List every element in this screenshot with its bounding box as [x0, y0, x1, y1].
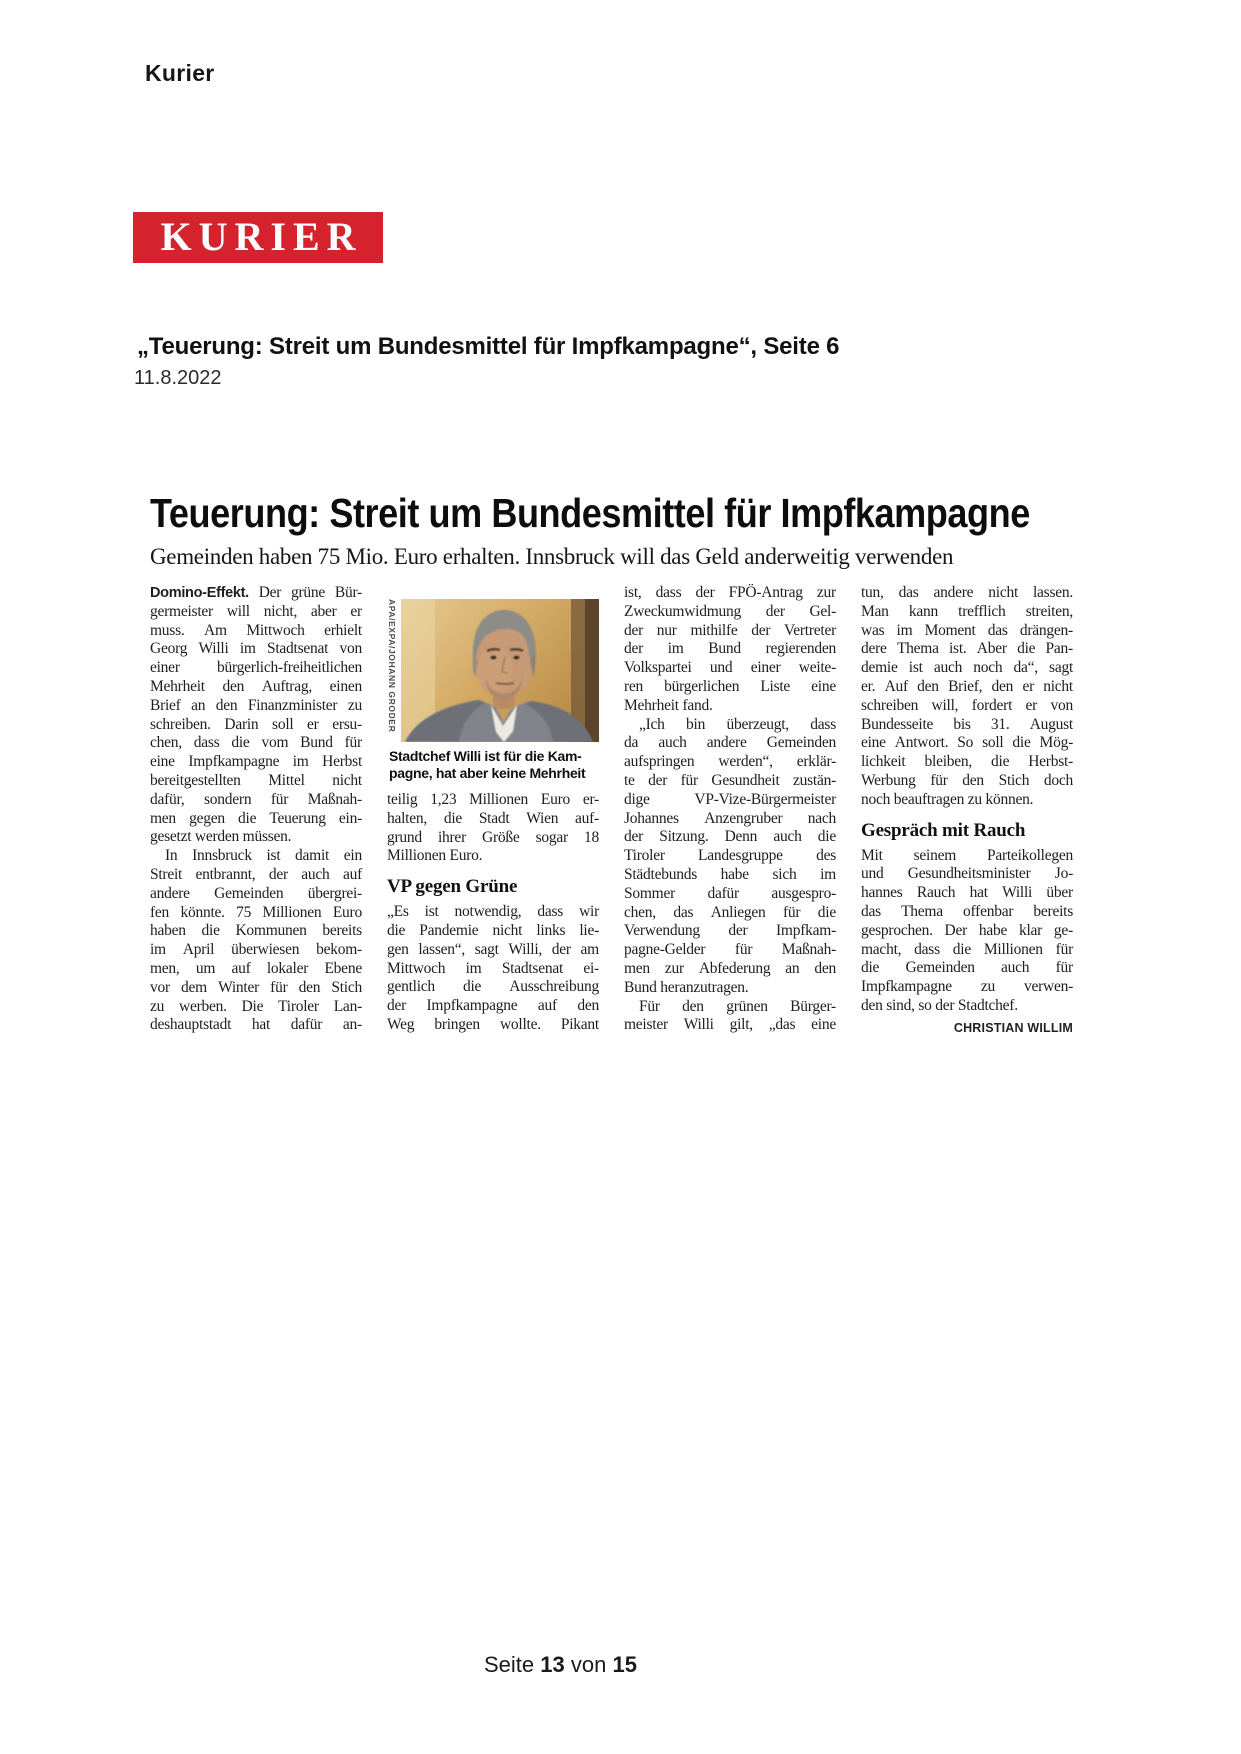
article-text-line: deshauptstadt hat dafür an- [150, 1016, 362, 1034]
paragraph [387, 791, 599, 866]
article-text-line: der Sitzung. Denn auch die [624, 828, 836, 846]
paragraph [150, 584, 362, 847]
article-text-line: men gegen die Teuerung ein- [150, 809, 362, 827]
article-photo [401, 599, 599, 742]
photo-caption-line: Stadtchef Willi ist für die Kam- [389, 748, 582, 764]
column-subheading: Gespräch mit Rauch [861, 819, 1026, 841]
article-text-line: Georg Willi im Stadtsenat von [150, 640, 362, 658]
article-text-line: macht, dass die Millionen für [861, 940, 1073, 958]
article-text-line: Johannes Anzengruber nach [624, 809, 836, 827]
photo-credit: APA/EXPA/JOHANN GRODER [387, 599, 397, 733]
article-text-line: er. Auf den Brief, den er nicht [861, 677, 1073, 695]
footer-total-pages: 15 [612, 1652, 637, 1677]
source-label: Kurier [145, 60, 215, 86]
paragraph [624, 998, 836, 1036]
article-text-line: der Impfkampagne auf den [387, 997, 599, 1015]
article-text-line: Tiroler Landesgruppe des [624, 847, 836, 865]
article-text-line: der im Bund regierenden [624, 640, 836, 658]
article-column-3 [624, 584, 836, 1035]
article-text-line: den sind, so der Stadtchef. [861, 996, 1018, 1014]
article-text-line: Sommer dafür ausgespro- [624, 884, 836, 902]
article-text-line: Brief an den Finanzminister zu [150, 696, 362, 714]
article-text-line: fen könnte. 75 Millionen Euro [150, 903, 362, 921]
photo-row [387, 599, 599, 742]
article-text-line: muss. Am Mittwoch erhielt [150, 621, 362, 639]
article-text-line: gesprochen. Der habe klar ge- [861, 921, 1073, 939]
article-text-line: aufspringen werden“, erklär- [624, 753, 836, 771]
article-text-line: Mit seinem Parteikollegen [861, 846, 1073, 864]
article-text-line: Domino-Effekt. Der grüne Bür- [150, 584, 362, 601]
article-text-line: Zweckumwidmung der Gel- [624, 602, 836, 620]
article-columns [150, 584, 1076, 1038]
article-text-line: chen, das Anliegen für die [624, 903, 836, 921]
article-text-line: gesetzt werden müssen. [150, 828, 292, 846]
article-text-line: Werbung für den Stich doch [861, 771, 1073, 789]
article-text-line: noch beauftragen zu können. [861, 790, 1034, 808]
article-text-line: eine Impfkampagne im Herbst [150, 753, 362, 771]
article-text-line: im April überwiesen bekom- [150, 941, 362, 959]
article-text-line: einer bürgerlich-freiheitlichen [150, 659, 362, 677]
article-text-line: Streit entbrannt, der auch auf [150, 865, 362, 883]
article-text-line: Mittwoch im Stadtsenat ei- [387, 959, 599, 977]
article-text-line: dige VP-Vize-Bürgermeister [624, 790, 836, 808]
article-text-line: der nur mithilfe der Vertreter [624, 621, 836, 639]
author-byline: CHRISTIAN WILLIM [953, 1020, 1073, 1035]
article-text-line: „Es ist notwendig, dass wir [387, 903, 599, 921]
article-clipping [150, 492, 1076, 1038]
article-text-line: meister Willi gilt, „das eine [624, 1016, 836, 1034]
article-text-line: andere Gemeinden übergrei- [150, 884, 362, 902]
article-text-line: „Ich bin überzeugt, dass [639, 715, 836, 733]
footer-prefix: Seite [484, 1652, 535, 1677]
article-text-line: halten, die Stadt Wien auf- [387, 809, 599, 827]
article-text-line: vor dem Winter für den Stich [150, 978, 362, 996]
article-text-line: eine Antwort. So soll die Mög- [861, 734, 1073, 752]
article-text-line: was im Moment das drängen- [861, 621, 1073, 639]
article-text-line: ist, dass der FPÖ-Antrag zur [624, 584, 836, 601]
clipping-date: 11.8.2022 [134, 367, 222, 389]
column-subheading: VP gegen Grüne [387, 876, 518, 898]
portrait-photo-svg [401, 599, 599, 742]
article-text-line: teilig 1,23 Millionen Euro er- [387, 791, 599, 808]
article-text-line: te der für Gesundheit zustän- [624, 771, 836, 789]
article-column-4 [861, 584, 1073, 1038]
clipping-headline: „Teuerung: Streit um Bundesmittel für Impfkampagne“, Seite 6 [137, 333, 840, 360]
article-subtitle: Gemeinden haben 75 Mio. Euro erhalten. Innsbruck will das Geld anderweitig verwenden [150, 544, 954, 569]
paragraph [387, 903, 599, 1035]
article-text-line: men, um auf lokaler Ebene [150, 959, 362, 977]
article-text-line: Für den grünen Bürger- [639, 997, 836, 1015]
article-text-line: gentlich die Ausschreibung [387, 978, 599, 996]
article-text-line: bereitgestellten Mittel nicht [150, 771, 362, 789]
photo-caption [387, 748, 599, 782]
article-text-line: haben die Kommunen bereits [150, 922, 362, 940]
article-column-1 [150, 584, 362, 1035]
article-text-line: schreiben. Darin soll er ersu- [150, 715, 362, 733]
article-text-line: zu werben. Die Tiroler Lan- [150, 997, 362, 1015]
article-text-line: Mehrheit fand. [624, 696, 713, 714]
article-photo-block [387, 599, 599, 782]
article-text-line: schreiben will, fordert er von [861, 696, 1073, 714]
article-text-line: ren bürgerlichen Liste eine [624, 677, 836, 695]
article-text-line: die Pandemie nicht links lie- [387, 921, 599, 939]
page-number-footer [484, 1652, 637, 1678]
article-text-line: lichkeit bleiben, die Herbst- [861, 753, 1073, 771]
footer-current-page: 13 [540, 1652, 565, 1677]
article-text-line: Impfkampagne zu verwen- [861, 978, 1073, 996]
article-text-line: Städtebunds habe sich im [624, 865, 836, 883]
paragraph [861, 847, 1073, 1016]
kurier-logo [133, 212, 383, 263]
article-text-line: tun, das andere nicht lassen. [861, 584, 1073, 601]
paragraph [861, 584, 1073, 810]
article-title: Teuerung: Streit um Bundesmittel für Impfkampagne [150, 490, 1030, 536]
article-text-line: germeister will nicht, aber er [150, 602, 362, 620]
article-column-2 [387, 584, 599, 1035]
article-text-line: Mehrheit den Auftrag, einen [150, 677, 362, 695]
kurier-logo-text: KURIER [160, 213, 363, 259]
article-text-line: Weg bringen wollte. Pikant [387, 1015, 599, 1033]
footer-separator: von [570, 1652, 607, 1677]
article-text-line: Volkspartei und einer weite- [624, 659, 836, 677]
article-text-line: das Thema offenbar bereits [861, 902, 1073, 920]
article-text-line: Verwendung der Impfkam- [624, 922, 836, 940]
article-text-line: pagne-Gelder für Maßnah- [624, 941, 836, 959]
article-text-line: demie ist auch noch da“, sagt [861, 659, 1073, 677]
article-text-line: chen, dass die vom Bund für [150, 734, 362, 752]
article-text-line: dere Thema ist. Aber die Pan- [861, 640, 1073, 658]
article-text-line: Man kann trefflich streiten, [861, 602, 1073, 620]
article-text-line: hannes Rauch hat Willi über [861, 884, 1073, 902]
article-text-line: Millionen Euro. [387, 847, 483, 865]
paragraph [150, 847, 362, 1035]
article-text-line: und Gesundheitsminister Jo- [861, 865, 1073, 883]
article-text-line: In Innsbruck ist damit ein [165, 847, 362, 865]
article-text-line: da auch andere Gemeinden [624, 734, 836, 752]
article-text-line: dafür, sondern für Maßnah- [150, 790, 362, 808]
article-text-line: gen lassen“, sagt Willi, der am [387, 940, 599, 958]
article-text-line: die Gemeinden auch für [861, 959, 1073, 977]
photo-caption-line: pagne, hat aber keine Mehrheit [389, 765, 586, 781]
article-text-line: Bundesseite bis 31. August [861, 715, 1073, 733]
article-text-line: men zur Abfederung an den [624, 959, 836, 977]
article-text-line: grund ihrer Größe sogar 18 [387, 828, 599, 846]
paragraph [624, 716, 836, 998]
paragraph [624, 584, 836, 716]
article-text-line: Bund heranzutragen. [624, 978, 749, 996]
